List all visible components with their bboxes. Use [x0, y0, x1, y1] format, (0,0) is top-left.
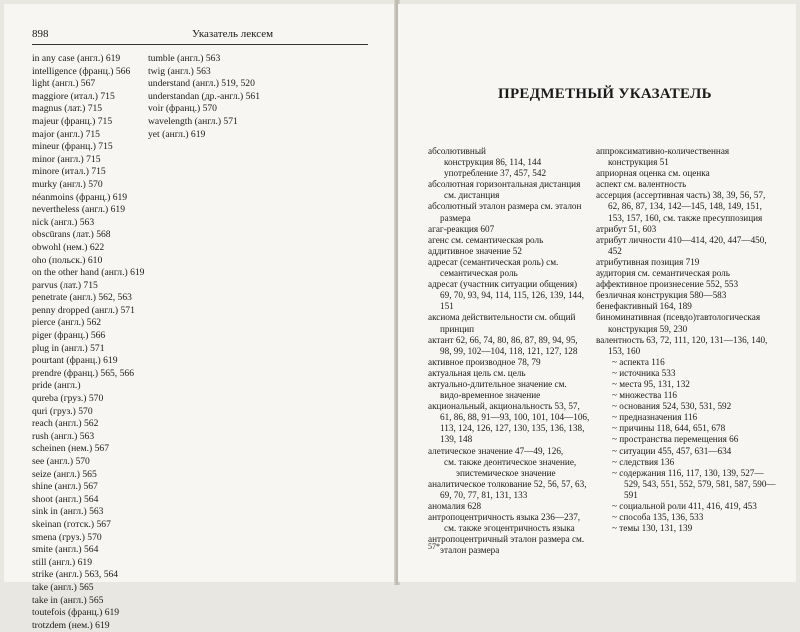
- lexeme-entry: minore (итал.) 715: [32, 166, 106, 178]
- index-entry: априорная оценка см. оценка: [596, 168, 710, 179]
- index-subentry: ~ предназначения 116: [612, 412, 698, 423]
- right-page: [398, 4, 796, 582]
- index-subentry: конструкция 86, 114, 144: [444, 157, 542, 168]
- lexeme-column-2: [148, 53, 308, 141]
- lexeme-entry: still (англ.) 619: [32, 556, 92, 568]
- index-entry: адресат (семантическая роль) см. семантическая роль: [428, 256, 559, 279]
- index-entry: адресат (участник ситуации общения) 69, 70, 93, 94, 114, 115, 126, 139, 144, 151: [428, 279, 585, 312]
- lexeme-entry: nick (англ.) 563: [32, 216, 95, 228]
- lexeme-entry: scheinen (нем.) 567: [32, 443, 110, 455]
- page-number: 898: [32, 28, 49, 40]
- index-subentry: ~ ситуации 455, 457, 631—634: [612, 445, 732, 456]
- lexeme-entry: toutefois (франц.) 619: [32, 607, 120, 619]
- lexeme-entry: oho (польск.) 610: [32, 254, 103, 266]
- index-entry: алетическое значение 47—49, 126,: [428, 445, 564, 456]
- index-entry: актуальная цель см. цель: [428, 367, 526, 378]
- lexeme-entry: light (англ.) 567: [32, 78, 96, 90]
- index-entry: атрибут 51, 603: [596, 223, 657, 234]
- lexeme-entry: on the other hand (англ.) 619: [32, 267, 145, 279]
- lexeme-entry: obscūrans (лат.) 568: [32, 229, 111, 241]
- lexeme-entry: parvus (лат.) 715: [32, 279, 98, 291]
- index-entry: аддитивное значение 52: [428, 245, 522, 256]
- index-subentry: ~ аспекта 116: [612, 356, 665, 367]
- index-entry: валентность 63, 72, 111, 120, 131—136, 140, 153, 160: [596, 334, 768, 356]
- lexeme-entry: rush (англ.) 563: [32, 430, 95, 442]
- index-entry: безличная конструкция 580—583: [596, 290, 727, 301]
- lexeme-entry: piger (франц.) 566: [32, 330, 106, 342]
- lexeme-entry: pride (англ.): [32, 380, 81, 392]
- lexeme-entry: major (англ.) 715: [32, 128, 100, 140]
- index-subentry: ~ причины 118, 644, 651, 678: [612, 423, 726, 434]
- index-entry: абсолютивный: [428, 146, 486, 156]
- lexeme-entry: smite (англ.) 564: [32, 544, 99, 556]
- signature-mark: 57*: [428, 542, 440, 551]
- index-subentry: ~ основания 524, 530, 531, 592: [612, 401, 732, 412]
- lexeme-entry: twig (англ.) 563: [148, 65, 211, 77]
- lexeme-entry: prendre (франц.) 565, 566: [32, 367, 134, 379]
- index-entry: атрибут личности 410—414, 420, 447—450, 452: [596, 234, 767, 256]
- index-subentry: ~ темы 130, 131, 139: [612, 523, 693, 534]
- lexeme-entry: obwohl (нем.) 622: [32, 241, 105, 253]
- index-subentry: ~ следствия 136: [612, 456, 675, 467]
- index-entry: агаг-реакция 607: [428, 223, 495, 234]
- index-subentry: ~ места 95, 131, 132: [612, 378, 690, 389]
- lexeme-entry: pourtant (франц.) 619: [32, 355, 118, 367]
- index-entry: активное производное 78, 79: [428, 356, 541, 367]
- lexeme-entry: nevertheless (англ.) 619: [32, 204, 126, 216]
- index-title: ПРЕДМЕТНЫЙ УКАЗАТЕЛЬ: [498, 86, 712, 102]
- lexeme-entry: sink in (англ.) 563: [32, 506, 104, 518]
- index-entry: бенефактивный 164, 189: [596, 301, 692, 312]
- lexeme-entry: majeur (франц.) 715: [32, 115, 113, 127]
- lexeme-entry: néanmoins (франц.) 619: [32, 191, 128, 203]
- lexeme-entry: take in (англ.) 565: [32, 594, 104, 606]
- index-subentry: ~ множества 116: [612, 390, 678, 401]
- index-subentry: употребление 37, 457, 542: [444, 168, 547, 179]
- index-entry: абсолютная горизонтальная дистанция: [428, 179, 581, 190]
- index-entry: аксиома действительности см. общий принцип: [428, 312, 576, 334]
- index-entry: акциональный, акциональность 53, 57, 61, 86, 88, 91—93, 100, 101, 104—106, 113, 124, 126, 127, 130, 135, 136, 138, 139, 148: [428, 401, 590, 445]
- index-entry: аудитория см. семантическая роль: [596, 268, 730, 279]
- lexeme-entry: smena (груз.) 570: [32, 531, 102, 543]
- lexeme-entry: skeinan (готск.) 567: [32, 518, 111, 530]
- lexeme-entry: pierce (англ.) 562: [32, 317, 102, 329]
- lexeme-entry: maggiore (итал.) 715: [32, 90, 115, 102]
- lexeme-entry: wavelength (англ.) 571: [148, 115, 238, 127]
- index-subentry: см. также эгоцентричность языка: [444, 523, 575, 534]
- index-entry: аномалия 628: [428, 501, 482, 511]
- lexeme-entry: strike (англ.) 563, 564: [32, 569, 119, 581]
- index-entry: аффективное произнесение 552, 553: [596, 279, 739, 290]
- lexeme-entry: in any case (англ.) 619: [32, 53, 121, 64]
- lexeme-entry: reach (англ.) 562: [32, 418, 99, 430]
- index-subentry: ~ содержания 116, 117, 130, 139, 527—529, 543, 551, 552, 579, 581, 587, 590—591: [612, 467, 776, 500]
- lexeme-entry: understandan (др.-англ.) 561: [148, 90, 261, 102]
- index-subentry: см. также деонтическое значение, эпистемическое значение: [444, 456, 577, 478]
- lexeme-entry: seize (англ.) 565: [32, 468, 97, 480]
- lexeme-entry: trotzdem (нем.) 619: [32, 619, 110, 631]
- lexeme-entry: shoot (англ.) 564: [32, 493, 99, 505]
- header-rule: [32, 44, 368, 45]
- index-entry: ассерция (ассертивная часть) 38, 39, 56, 57, 62, 86, 87, 134, 142—145, 148, 149, 151, 153, 157, 160, см. также пресуппозиция: [596, 190, 766, 223]
- lexeme-entry: intelligence (франц.) 566: [32, 65, 131, 77]
- subject-column-1: [428, 146, 590, 556]
- index-subentry: ~ пространства перемещения 66: [612, 434, 739, 445]
- index-entry: актуально-длительное значение см. видо-временное значение: [428, 378, 567, 401]
- index-entry: биноминативная (псевдо)тавтологическая конструкция 59, 230: [596, 312, 761, 334]
- lexeme-entry: murky (англ.) 570: [32, 178, 103, 190]
- lexeme-entry: penetrate (англ.) 562, 563: [32, 292, 132, 304]
- index-subentry: см. дистанция: [444, 190, 500, 201]
- index-entry: антропоцентричный эталон размера см. эталон размера: [428, 534, 585, 556]
- index-entry: агенс см. семантическая роль: [428, 234, 544, 245]
- index-entry: антропоцентричность языка 236—237,: [428, 512, 581, 523]
- index-subentry: ~ способа 135, 136, 533: [612, 512, 704, 523]
- lexeme-entry: voir (франц.) 570: [148, 103, 217, 115]
- lexeme-entry: mineur (франц.) 715: [32, 141, 113, 153]
- lexeme-entry: shine (англ.) 567: [32, 481, 98, 493]
- lexeme-entry: magnus (лат.) 715: [32, 103, 103, 115]
- lexeme-entry: yet (англ.) 619: [148, 128, 206, 140]
- lexeme-entry: understand (англ.) 519, 520: [148, 78, 255, 90]
- lexeme-entry: quri (груз.) 570: [32, 405, 93, 417]
- lexeme-entry: tumble (англ.) 563: [148, 53, 221, 64]
- index-subentry: ~ социальной роли 411, 416, 419, 453: [612, 501, 757, 511]
- index-entry: аспект см. валентность: [596, 179, 687, 190]
- index-entry: актант 62, 66, 74, 80, 86, 87, 89, 94, 95, 98, 99, 102—104, 118, 121, 127, 128: [428, 334, 578, 356]
- lexeme-entry: penny dropped (англ.) 571: [32, 304, 135, 316]
- index-entry: аналитическое толкование 52, 56, 57, 63, 69, 70, 77, 81, 131, 133: [428, 478, 587, 500]
- left-page: [4, 4, 396, 631]
- index-entry: абсолютный эталон размера см. эталон размера: [428, 201, 582, 223]
- subject-column-2: [596, 146, 778, 534]
- lexeme-entry: qureba (груз.) 570: [32, 393, 104, 405]
- lexeme-entry: see (англ.) 570: [32, 456, 90, 467]
- lexeme-entry: take (англ.) 565: [32, 581, 94, 593]
- running-head: Указатель лексем: [192, 28, 274, 40]
- index-entry: атрибутивная позиция 719: [596, 256, 700, 267]
- lexeme-entry: plug in (англ.) 571: [32, 342, 105, 354]
- index-subentry: ~ источника 533: [612, 367, 676, 378]
- lexeme-entry: minor (англ.) 715: [32, 153, 101, 165]
- left-page-header: [32, 28, 368, 42]
- index-entry: аппроксимативно-количественная конструкция 51: [596, 146, 730, 168]
